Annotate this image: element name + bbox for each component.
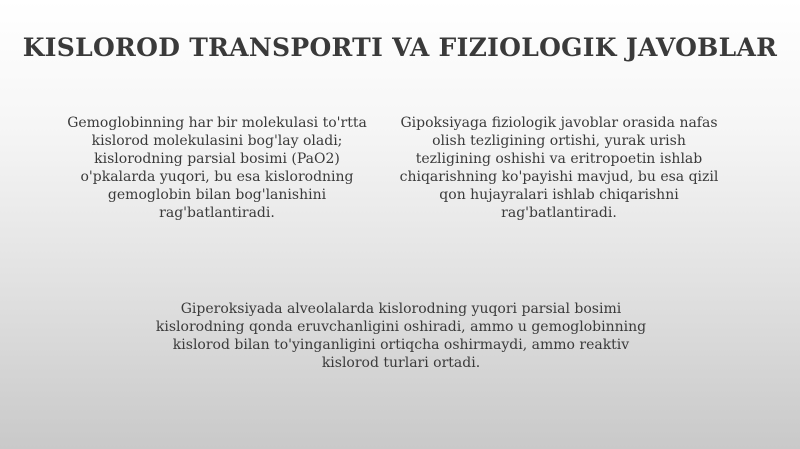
paragraph-hypoxia-responses: Gipoksiyaga fiziologik javoblar orasida nafas olish tezligining ortishi, yurak urish tezligining oshishi va eritropoetin ishlab chiqarishning ko'payishi mavjud, bu esa qizil qon hujayralari ishlab chiqarishni rag'batlantiradi. bbox=[399, 115, 719, 221]
paragraph-hemoglobin-binding: Gemoglobinning har bir molekulasi to'rtta kislorod molekulasini bog'lay oladi; kislorodning parsial bosimi (PaO2) o'pkalarda yuqori, bu esa kislorodning gemoglobin bilan bog'lanishini rag'batlantiradi. bbox=[67, 115, 367, 221]
paragraph-hyperoxia: Giperoksiyada alveolalarda kislorodning yuqori parsial bosimi kislorodning qonda eruvchanligini oshiradi, ammo u gemoglobinning kislorod bilan to'yinganligini ortiqcha oshirmaydi, ammo reaktiv kislorod turlari ortadi. bbox=[155, 301, 647, 371]
slide-title: KISLOROD TRANSPORTI VA FIZIOLOGIK JAVOBLAR bbox=[22, 33, 778, 62]
